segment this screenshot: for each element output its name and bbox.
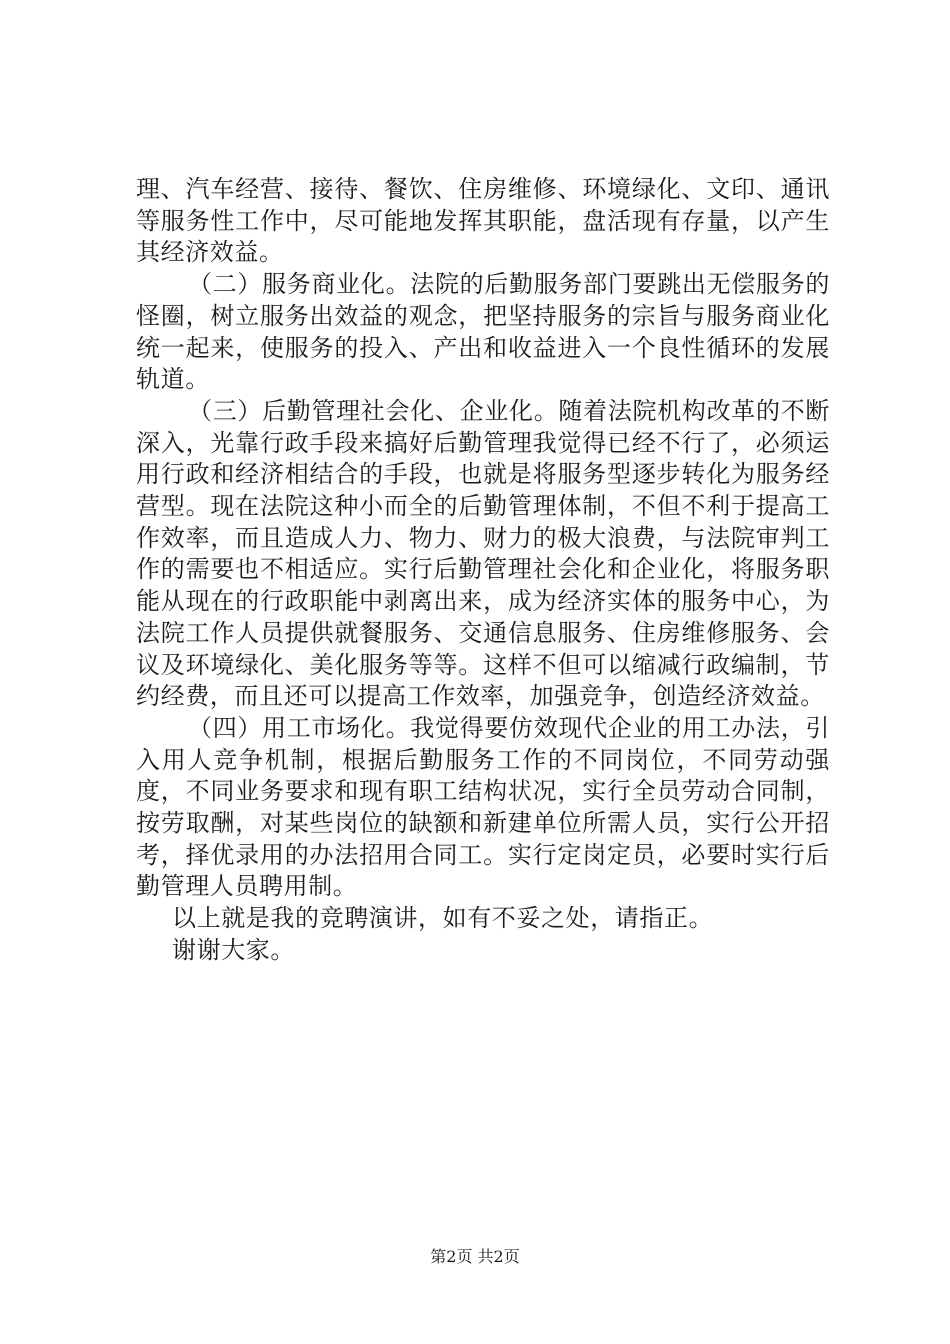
paragraph-service-commercialization: （二）服务商业化。法院的后勤服务部门要跳出无偿服务的怪圈，树立服务出效益的观念，把坚持服务的宗旨与服务商业化统一起来，使服务的投入、产出和收益进入一个良性循环的发展轨道。 bbox=[136, 270, 830, 394]
paragraph-continuation: 理、汽车经营、接待、餐饮、住房维修、环境绿化、文印、通讯等服务性工作中，尽可能地发挥其职能，盘活现有存量，以产生其经济效益。 bbox=[136, 175, 830, 267]
paragraph-closing-remark: 以上就是我的竞聘演讲，如有不妥之处，请指正。 bbox=[172, 904, 714, 933]
paragraph-thanks: 谢谢大家。 bbox=[172, 935, 295, 964]
document-body bbox=[136, 174, 830, 967]
paragraph-logistics-socialization: （三）后勤管理社会化、企业化。随着法院机构改革的不断深入，光靠行政手段来搞好后勤管理我觉得已经不行了，必须运用行政和经济相结合的手段，也就是将服务型逐步转化为服务经营型。现在法院这种小而全的后勤管理体制，不但不利于提高工作效率，而且造成人力、物力、财力的极大浪费，与法院审判工作的需要也不相适应。实行后勤管理社会化和企业化，将服务职能从现在的行政职能中剥离出来，成为经济实体的服务中心，为法院工作人员提供就餐服务、交通信息服务、住房维修服务、会议及环境绿化、美化服务等等。这样不但可以缩减行政编制，节约经费，而且还可以提高工作效率，加强竞争，创造经济效益。 bbox=[136, 396, 830, 711]
page-number-footer: 第2页 共2页 bbox=[430, 1247, 520, 1266]
paragraph-employment-marketization: （四）用工市场化。我觉得要仿效现代企业的用工办法，引入用人竞争机制，根据后勤服务工作的不同岗位，不同劳动强度，不同业务要求和现有职工结构状况，实行全员劳动合同制，按劳取酬，对某些岗位的缺额和新建单位所需人员，实行公开招考，择优录用的办法招用合同工。实行定岗定员，必要时实行后勤管理人员聘用制。 bbox=[136, 713, 830, 901]
